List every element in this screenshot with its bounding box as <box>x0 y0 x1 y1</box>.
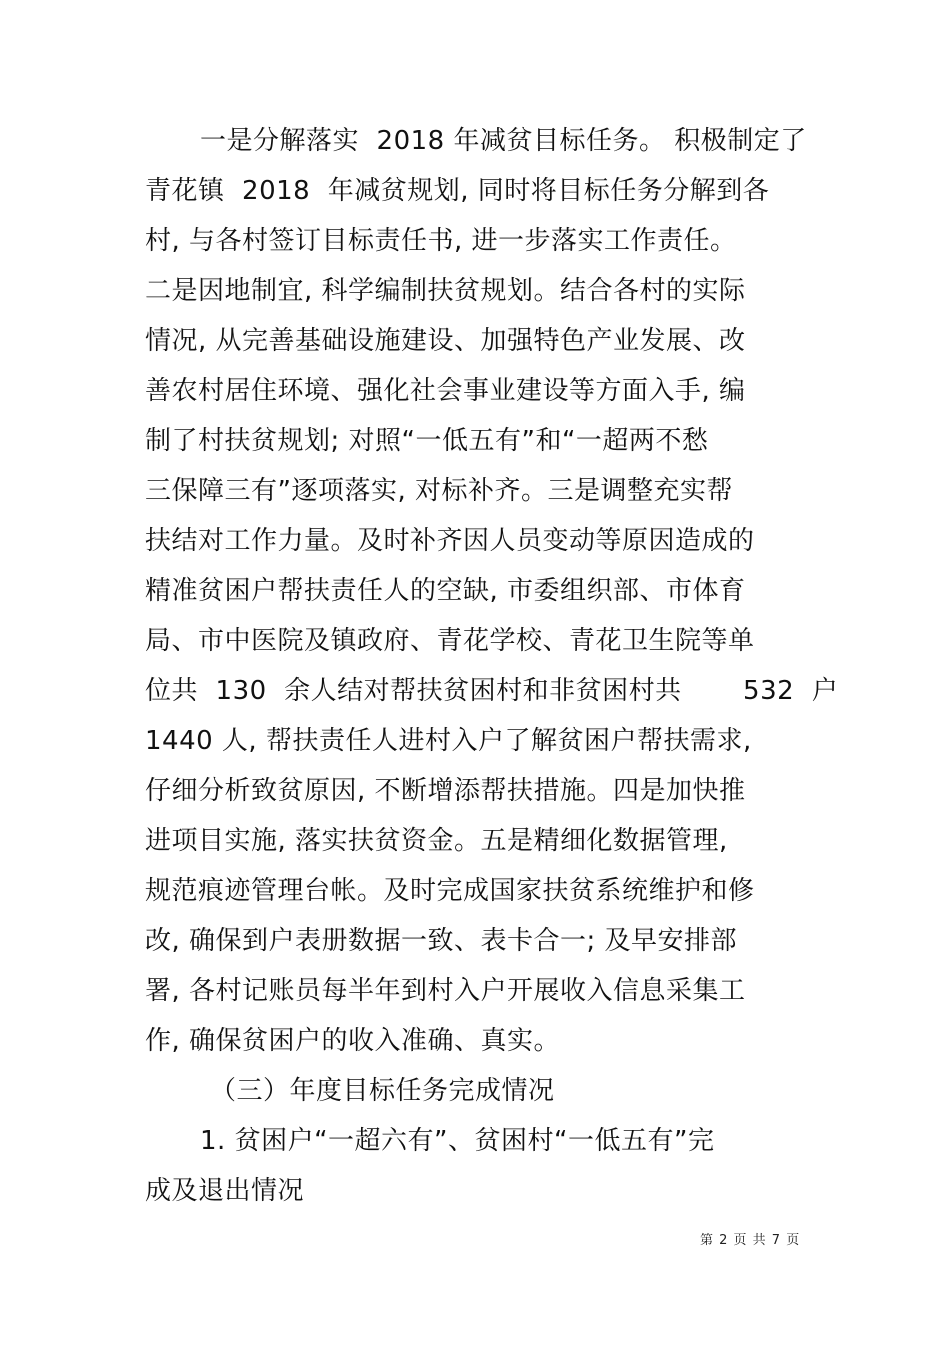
paragraph-line-14: 仔细分析致贫原因, 不断增添帮扶措施。四是加快推 <box>145 776 746 806</box>
paragraph-line-10: 精准贫困户帮扶责任人的空缺, 市委组织部、市体育 <box>145 576 746 606</box>
paragraph-line-6: 善农村居住环境、强化社会事业建设等方面入手, 编 <box>145 376 746 406</box>
paragraph-line-7: 制了村扶贫规划; 对照“一低五有”和“一超两不愁 <box>145 426 709 456</box>
paragraph-line-15: 进项目实施, 落实扶贫资金。五是精细化数据管理, <box>145 826 728 856</box>
paragraph-line-5: 情况, 从完善基础设施建设、加强特色产业发展、改 <box>145 326 746 356</box>
paragraph-line-3: 村, 与各村签订目标责任书, 进一步落实工作责任。 <box>145 226 737 256</box>
paragraph-line-19: 作, 确保贫困户的收入准确、真实。 <box>145 1026 561 1056</box>
subsection-heading-line-1: 1. 贫困户“一超六有”、贫困村“一低五有”完 <box>200 1126 715 1156</box>
paragraph-line-1: 一是分解落实 2018 年减贫目标任务。 积极制定了 <box>200 126 807 156</box>
paragraph-line-18: 署, 各村记账员每半年到村入户开展收入信息采集工 <box>145 976 746 1006</box>
paragraph-line-13: 1440 人, 帮扶责任人进村入户了解贫困户帮扶需求, <box>145 726 752 756</box>
paragraph-line-2: 青花镇 2018 年减贫规划, 同时将目标任务分解到各 <box>145 176 770 206</box>
paragraph-line-4: 二是因地制宜, 科学编制扶贫规划。结合各村的实际 <box>145 276 746 306</box>
paragraph-line-11: 局、市中医院及镇政府、青花学校、青花卫生院等单 <box>145 626 755 656</box>
section-heading: （三）年度目标任务完成情况 <box>210 1076 555 1106</box>
paragraph-line-17: 改, 确保到户表册数据一致、表卡合一; 及早安排部 <box>145 926 738 956</box>
paragraph-line-12: 位共 130 余人结对帮扶贫困村和非贫困村共 532 户 <box>145 676 839 706</box>
paragraph-line-16: 规范痕迹管理台帐。及时完成国家扶贫系统维护和修 <box>145 876 755 906</box>
paragraph-line-8: 三保障三有”逐项落实, 对标补齐。三是调整充实帮 <box>145 476 733 506</box>
subsection-heading-line-2: 成及退出情况 <box>145 1176 305 1206</box>
page-number-footer: 第 2 页 共 7 页 <box>700 1233 801 1248</box>
paragraph-line-9: 扶结对工作力量。及时补齐因人员变动等原因造成的 <box>145 526 755 556</box>
